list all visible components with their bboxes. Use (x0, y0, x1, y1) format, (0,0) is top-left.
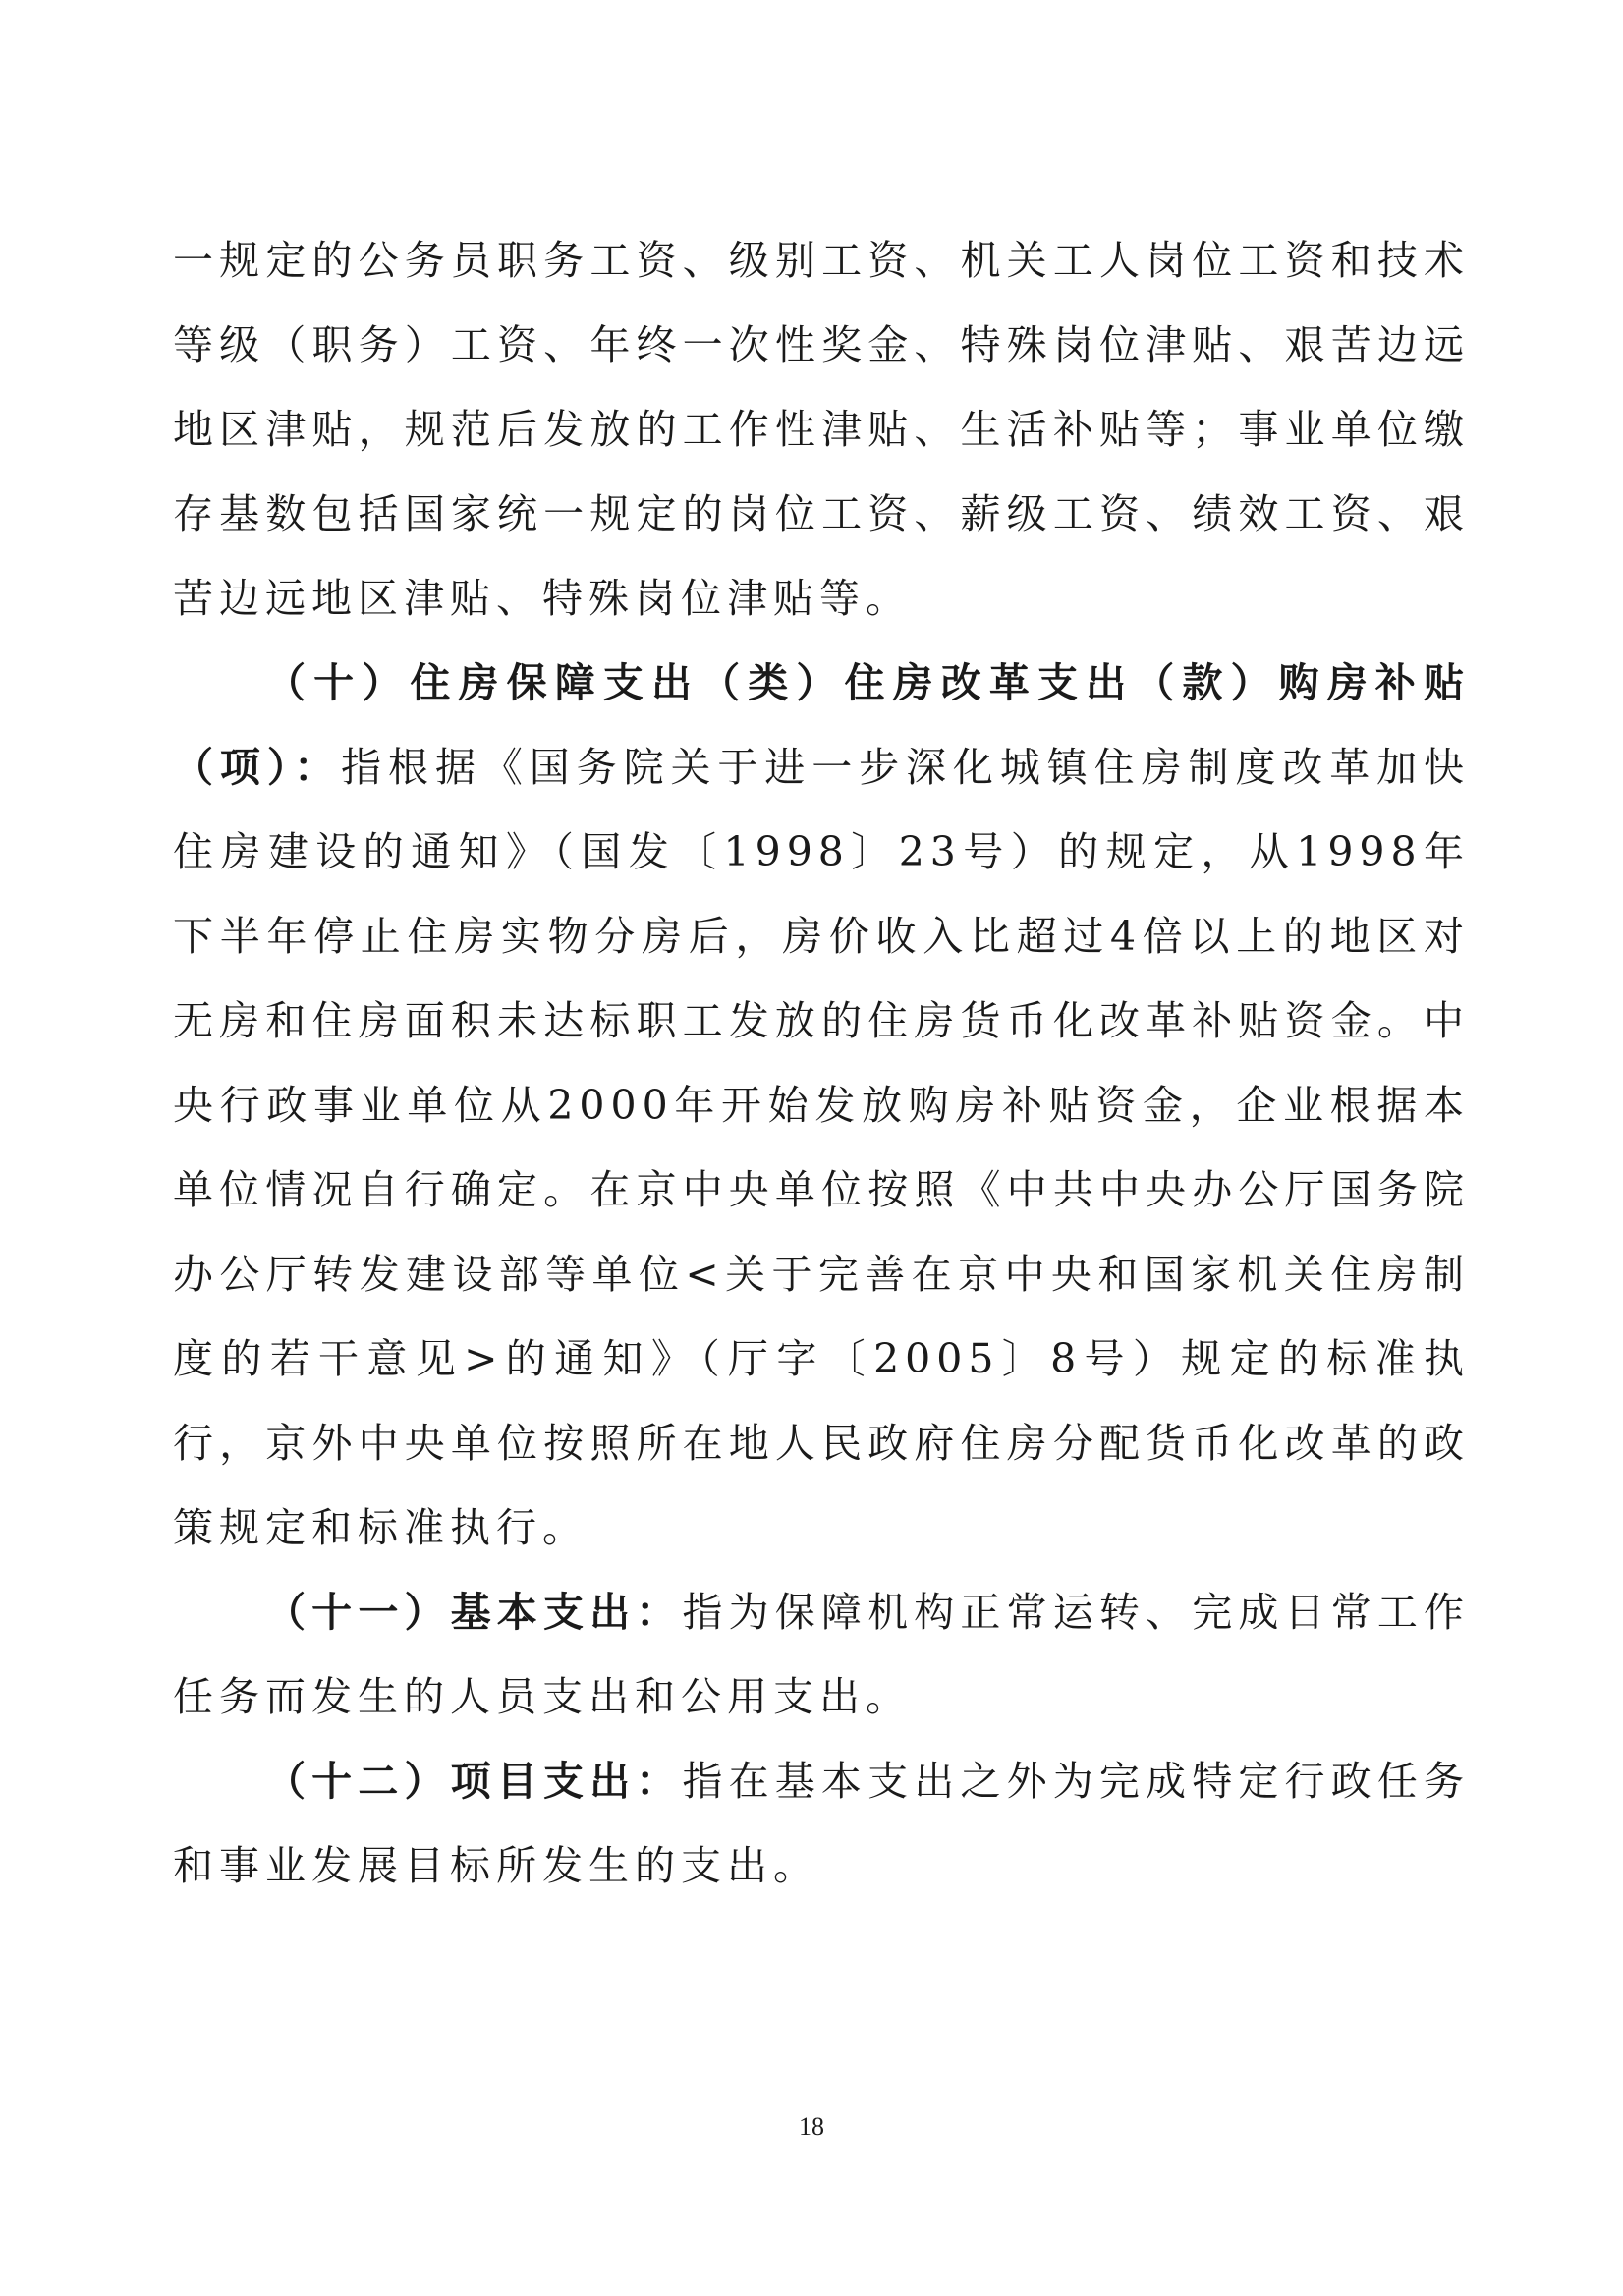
paragraph-project-expenditure (173, 1739, 1470, 1908)
paragraph-text: 一规定的公务员职务工资、级别工资、机关工人岗位工资和技术等级（职务）工资、年终一次性奖金、特殊岗位津贴、艰苦边远地区津贴，规范后发放的工作性津贴、生活补贴等；事业单位缴存基数包括国家统一规定的岗位工资、薪级工资、绩效工资、艰苦边远地区津贴、特殊岗位津贴等。 (173, 237, 1470, 622)
paragraph-text: 指在基本支出之外为完成特定行政任务和事业发展目标所发生的支出。 (173, 1758, 1471, 1889)
paragraph-heading: （十一）基本支出： (265, 1589, 683, 1636)
paragraph-text: 指为保障机构正常运转、完成日常工作任务而发生的人员支出和公用支出。 (173, 1589, 1471, 1720)
paragraph-heading: （十）住房保障支出（类）住房改革支出（款）购房补贴（项）： (173, 659, 1470, 791)
paragraph-text: 指根据《国务院关于进一步深化城镇住房制度改革加快住房建设的通知》（国发〔1998〕23号）的规定，从1998年下半年停止住房实物分房后，房价收入比超过4倍以上的地区对无房和住房面积未达标职工发放的住房货币化改革补贴资金。中央行政事业单位从2000年开始发放购房补贴资金，企业根据本单位情况自行确定。在京中央单位按照《中共中央办公厅国务院办公厅转发建设部等单位<关于完善在京中央和国家机关住房制度的若干意见>的通知》（厅字〔2005〕8号）规定的标准执行，京外中央单位按照所在地人民政府住房分配货币化改革的政策规定和标准执行。 (173, 744, 1471, 1551)
document-body (173, 218, 1470, 1908)
paragraph-continuation (173, 218, 1470, 641)
paragraph-heading: （十二）项目支出： (265, 1758, 683, 1805)
paragraph-housing-subsidy (173, 641, 1470, 1570)
page-number: 18 (799, 2112, 824, 2141)
paragraph-basic-expenditure (173, 1570, 1470, 1739)
